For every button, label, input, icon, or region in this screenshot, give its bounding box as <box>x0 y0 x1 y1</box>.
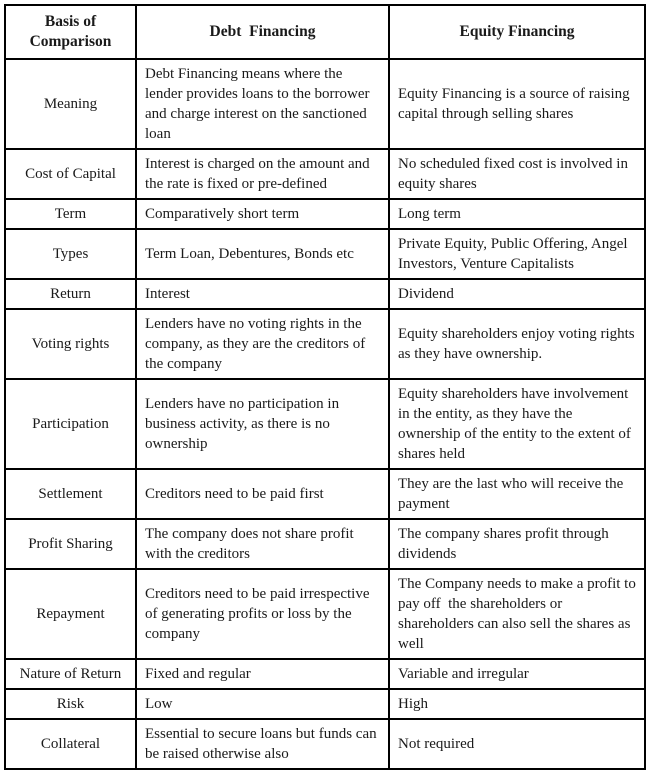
basis-cell: Meaning <box>5 59 136 149</box>
debt-cell: Interest is charged on the amount and the rate is fixed or pre-defined <box>136 149 389 199</box>
header-basis-of-comparison: Basis of Comparison <box>5 5 136 59</box>
debt-cell: Term Loan, Debentures, Bonds etc <box>136 229 389 279</box>
table-row-collateral <box>5 719 645 769</box>
table-row-repayment <box>5 569 645 659</box>
basis-cell: Participation <box>5 379 136 469</box>
equity-cell: High <box>389 689 645 719</box>
header-row <box>5 5 645 59</box>
debt-cell: Fixed and regular <box>136 659 389 689</box>
table-row-settlement <box>5 469 645 519</box>
equity-cell: Dividend <box>389 279 645 309</box>
table-row-profit-sharing <box>5 519 645 569</box>
debt-cell: Debt Financing means where the lender provides loans to the borrower and charge interest on the sanctioned loan <box>136 59 389 149</box>
table-row-voting-rights <box>5 309 645 379</box>
table-row-nature-of-return <box>5 659 645 689</box>
debt-vs-equity-comparison-table <box>4 4 646 770</box>
table-row-return <box>5 279 645 309</box>
basis-cell: Risk <box>5 689 136 719</box>
equity-cell: Equity shareholders enjoy voting rights as they have ownership. <box>389 309 645 379</box>
basis-cell: Settlement <box>5 469 136 519</box>
equity-cell: Variable and irregular <box>389 659 645 689</box>
equity-cell: The Company needs to make a profit to pay off the shareholders or shareholders can also sell the shares as well <box>389 569 645 659</box>
equity-cell: No scheduled fixed cost is involved in equity shares <box>389 149 645 199</box>
equity-cell: Equity Financing is a source of raising capital through selling shares <box>389 59 645 149</box>
equity-cell: The company shares profit through dividends <box>389 519 645 569</box>
equity-cell: Not required <box>389 719 645 769</box>
debt-cell: Lenders have no participation in business activity, as there is no ownership <box>136 379 389 469</box>
table-row-cost-of-capital <box>5 149 645 199</box>
table-row-participation <box>5 379 645 469</box>
debt-cell: Essential to secure loans but funds can be raised otherwise also <box>136 719 389 769</box>
debt-cell: Creditors need to be paid irrespective of generating profits or loss by the company <box>136 569 389 659</box>
debt-cell: Creditors need to be paid first <box>136 469 389 519</box>
debt-cell: Interest <box>136 279 389 309</box>
debt-cell: Comparatively short term <box>136 199 389 229</box>
equity-cell: Long term <box>389 199 645 229</box>
table-row-term <box>5 199 645 229</box>
basis-cell: Term <box>5 199 136 229</box>
basis-cell: Types <box>5 229 136 279</box>
basis-cell: Return <box>5 279 136 309</box>
header-equity-financing: Equity Financing <box>389 5 645 59</box>
debt-cell: Low <box>136 689 389 719</box>
header-debt-financing: Debt Financing <box>136 5 389 59</box>
basis-cell: Nature of Return <box>5 659 136 689</box>
equity-cell: They are the last who will receive the payment <box>389 469 645 519</box>
equity-cell: Private Equity, Public Offering, Angel Investors, Venture Capitalists <box>389 229 645 279</box>
basis-cell: Repayment <box>5 569 136 659</box>
basis-cell: Profit Sharing <box>5 519 136 569</box>
table-row-meaning <box>5 59 645 149</box>
table-row-types <box>5 229 645 279</box>
debt-cell: The company does not share profit with the creditors <box>136 519 389 569</box>
table-row-risk <box>5 689 645 719</box>
debt-cell: Lenders have no voting rights in the company, as they are the creditors of the company <box>136 309 389 379</box>
basis-cell: Cost of Capital <box>5 149 136 199</box>
basis-cell: Collateral <box>5 719 136 769</box>
equity-cell: Equity shareholders have involvement in the entity, as they have the ownership of the entity to the extent of shares held <box>389 379 645 469</box>
basis-cell: Voting rights <box>5 309 136 379</box>
